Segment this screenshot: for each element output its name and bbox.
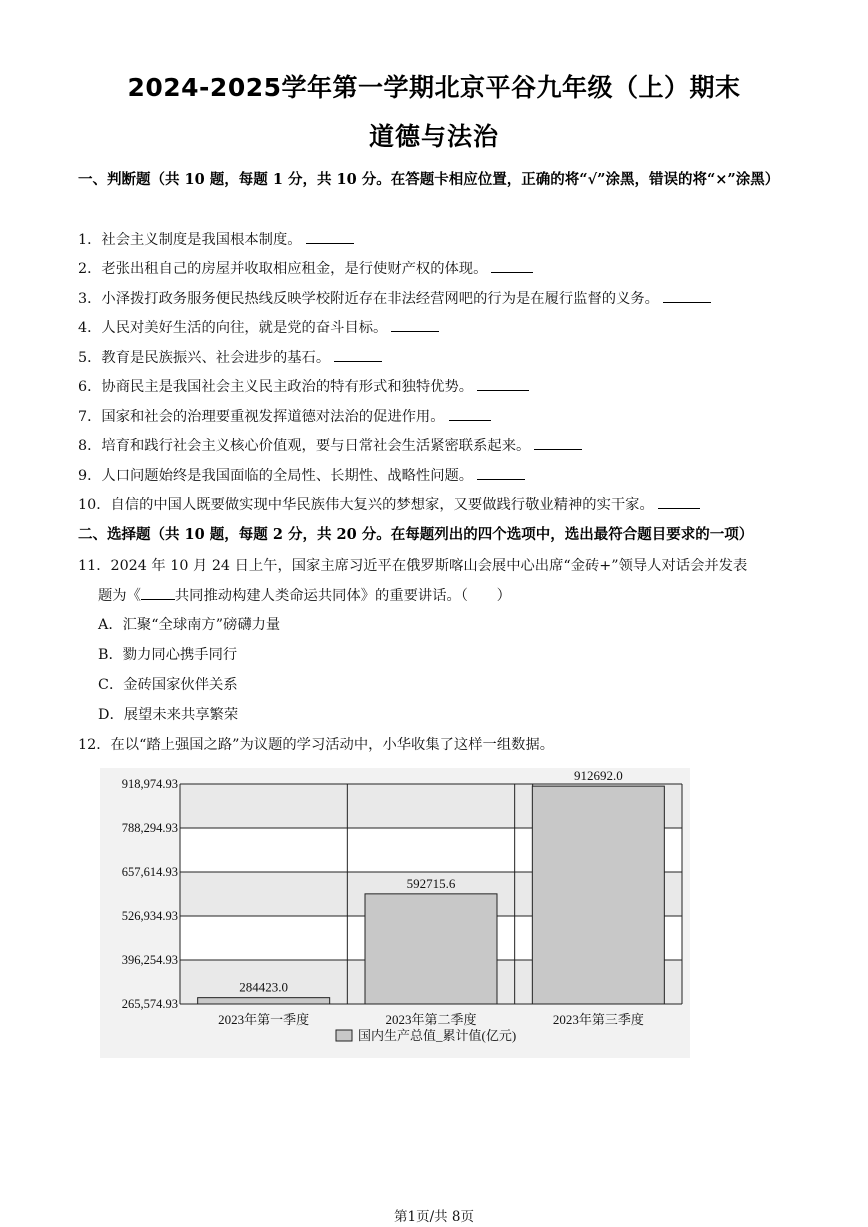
y-tick-label: 788,294.93 xyxy=(121,821,178,835)
q7-line xyxy=(78,406,491,427)
subject-title: 道德与法治 xyxy=(368,122,499,151)
q8-line xyxy=(78,435,582,456)
exam-title: 2024-2025学年第一学期北京平谷九年级（上）期末 xyxy=(127,73,741,102)
q1-line xyxy=(78,229,354,250)
q7-answer-blank xyxy=(449,406,491,421)
q5-text: 5．教育是民族振兴、社会进步的基石。 xyxy=(78,350,331,366)
y-tick-label: 918,974.93 xyxy=(121,777,178,791)
q11-line2 xyxy=(98,585,511,606)
q5-answer-blank xyxy=(334,347,382,362)
q6-line xyxy=(78,376,529,397)
q4-text: 4．人民对美好生活的向往，就是党的奋斗目标。 xyxy=(78,320,388,336)
q2-text: 2．老张出租自己的房屋并收取相应租金，是行使财产权的体现。 xyxy=(78,261,488,277)
bar-value-label: 284423.0 xyxy=(239,979,289,995)
q11-answer-blank xyxy=(141,585,175,600)
y-tick-label: 396,254.93 xyxy=(121,953,178,967)
q2-answer-blank xyxy=(491,258,533,273)
q6-answer-blank xyxy=(477,376,529,391)
bar-value-label: 912692.0 xyxy=(573,768,623,784)
gdp-bar-chart xyxy=(100,768,690,1058)
q8-text: 8．培育和践行社会主义核心价值观，要与日常社会生活紧密联系起来。 xyxy=(78,438,531,454)
y-tick-label: 265,574.93 xyxy=(121,997,178,1011)
q11-line1: 11．2024 年 10 月 24 日上午，国家主席习近平在俄罗斯喀山会展中心出席“金砖+”领导人对话会并发表 xyxy=(78,558,748,574)
q9-answer-blank xyxy=(477,465,525,480)
q9-text: 9．人口问题始终是我国面临的全局性、长期性、战略性问题。 xyxy=(78,468,474,484)
q11-text-post: 共同推动构建人类命运共同体》的重要讲话。（ ） xyxy=(174,588,511,604)
q11-text-pre: 题为《 xyxy=(98,588,141,604)
bar xyxy=(365,894,497,1004)
bar xyxy=(198,998,330,1004)
page-footer: 第1页/共 8页 xyxy=(393,1209,475,1225)
q4-answer-blank xyxy=(391,317,439,332)
section2-heading: 二、选择题（共 10 题，每题 2 分，共 20 分。在每题列出的四个选项中，选出最符合题目要求的一项） xyxy=(78,526,754,543)
q11-option-b: B．勠力同心携手同行 xyxy=(98,647,238,663)
q11-option-d: D．展望未来共享繁荣 xyxy=(98,707,239,723)
q8-answer-blank xyxy=(534,435,582,450)
q10-line xyxy=(78,494,700,515)
y-tick-label: 526,934.93 xyxy=(121,909,178,923)
q1-answer-blank xyxy=(306,229,354,244)
q2-line xyxy=(78,258,533,279)
bar-value-label: 592715.6 xyxy=(406,875,456,891)
bar xyxy=(532,786,664,1004)
q4-line xyxy=(78,317,439,338)
section1-heading: 一、判断题（共 10 题，每题 1 分，共 10 分。在答题卡相应位置，正确的将“√”涂黑，错误的将“×”涂黑） xyxy=(78,171,780,188)
q10-text: 10．自信的中国人既要做实现中华民族伟大复兴的梦想家，又要做践行敬业精神的实干家。 xyxy=(78,497,654,513)
y-tick-label: 657,614.93 xyxy=(121,865,178,879)
x-category-label: 2023年第一季度 xyxy=(218,1012,310,1027)
q6-text: 6．协商民主是我国社会主义民主政治的特有形式和独特优势。 xyxy=(78,379,474,395)
x-category-label: 2023年第二季度 xyxy=(385,1012,477,1027)
q3-line xyxy=(78,288,711,309)
x-category-label: 2023年第三季度 xyxy=(552,1012,644,1027)
chart-svg xyxy=(100,768,690,1058)
q12-text: 12．在以“踏上强国之路”为议题的学习活动中，小华收集了这样一组数据。 xyxy=(78,737,555,753)
q7-text: 7．国家和社会的治理要重视发挥道德对法治的促进作用。 xyxy=(78,409,445,425)
q9-line xyxy=(78,465,525,486)
q10-answer-blank xyxy=(658,494,700,509)
q11-option-a: A．汇聚“全球南方”磅礴力量 xyxy=(98,617,281,633)
q11-option-c: C．金砖国家伙伴关系 xyxy=(98,677,238,693)
legend-label: 国内生产总值_累计值(亿元) xyxy=(358,1028,517,1043)
q1-text: 1．社会主义制度是我国根本制度。 xyxy=(78,232,302,248)
q3-answer-blank xyxy=(663,288,711,303)
legend-swatch xyxy=(336,1030,352,1041)
q3-text: 3．小泽拨打政务服务便民热线反映学校附近存在非法经营网吧的行为是在履行监督的义务。 xyxy=(78,291,659,307)
q5-line xyxy=(78,347,382,368)
